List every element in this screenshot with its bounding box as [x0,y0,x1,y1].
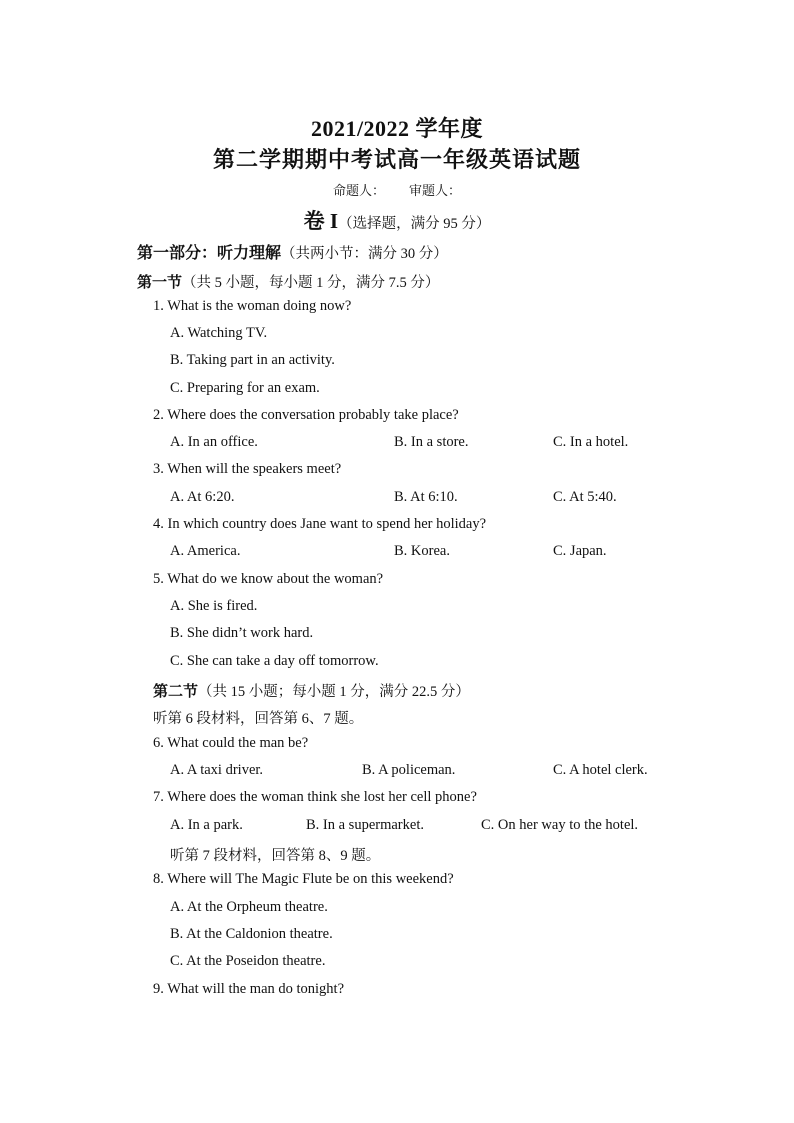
option-c: C. At 5:40. [553,489,617,505]
part1-title: 第一部分：听力理解 [137,245,282,262]
setter-label: 命题人： [332,183,385,198]
option-a: A. America. [170,543,241,559]
option-a: A. Watching TV. [170,325,268,341]
section1-heading [137,271,439,292]
question-stem: 3. When will the speakers meet? [153,461,342,477]
exam-title: 第二学期期中考试高一年级英语试题 [212,147,581,172]
part1-heading [137,240,448,263]
reviewer-label: 审题人： [409,183,462,198]
option-b: B. A policeman. [362,762,456,778]
option-c: C. A hotel clerk. [553,762,648,778]
question-stem: 6. What could the man be? [153,735,309,751]
question-stem: 4. In which country does Jane want to spend her holiday? [153,516,487,532]
question-stem: 9. What will the man do tonight? [153,981,345,997]
option-a: A. At 6:20. [170,489,235,505]
section2-note: （共 15 小题；每小题 1 分，满分 22.5 分） [198,684,470,700]
option-c: C. She can take a day off tomorrow. [170,653,379,669]
section2-heading [153,680,470,701]
section2-title: 第二节 [153,684,199,700]
material-note: 听第 7 段材料，回答第 8、9 题。 [170,848,381,864]
volume-heading [0,205,794,235]
option-b: B. Korea. [394,543,450,559]
option-a: A. She is fired. [170,598,258,614]
material-note: 听第 6 段材料，回答第 6、7 题。 [153,711,364,727]
option-a: A. In a park. [170,817,243,833]
question-stem: 2. Where does the conversation probably take place? [153,407,459,423]
option-b: B. At the Caldonion theatre. [170,926,333,942]
option-c: C. Japan. [553,543,607,559]
option-b: B. In a supermarket. [306,817,424,833]
option-b: B. She didn’t work hard. [170,625,314,641]
option-a: A. In an office. [170,434,258,450]
question-stem: 1. What is the woman doing now? [153,298,352,314]
volume-note: （选择题，满分 95 分） [338,216,491,232]
option-c: C. Preparing for an exam. [170,380,320,396]
volume-label: 卷 I [303,209,339,233]
option-a: A. A taxi driver. [170,762,264,778]
option-b: B. In a store. [394,434,469,450]
question-stem: 7. Where does the woman think she lost her cell phone? [153,789,477,805]
option-c: C. On her way to the hotel. [481,817,639,833]
authors-line [0,180,794,199]
option-a: A. At the Orpheum theatre. [170,899,328,915]
option-b: B. Taking part in an activity. [170,352,335,368]
question-stem: 8. Where will The Magic Flute be on this weekend? [153,871,454,887]
section1-note: （共 5 小题，每小题 1 分，满分 7.5 分） [182,275,440,291]
option-c: C. At the Poseidon theatre. [170,953,326,969]
exam-year: 2021/2022 学年度 [310,116,484,141]
part1-note: （共两小节：满分 30 分） [281,246,448,262]
option-b: B. At 6:10. [394,489,458,505]
section1-title: 第一节 [137,275,183,291]
question-stem: 5. What do we know about the woman? [153,571,384,587]
option-c: C. In a hotel. [553,434,629,450]
